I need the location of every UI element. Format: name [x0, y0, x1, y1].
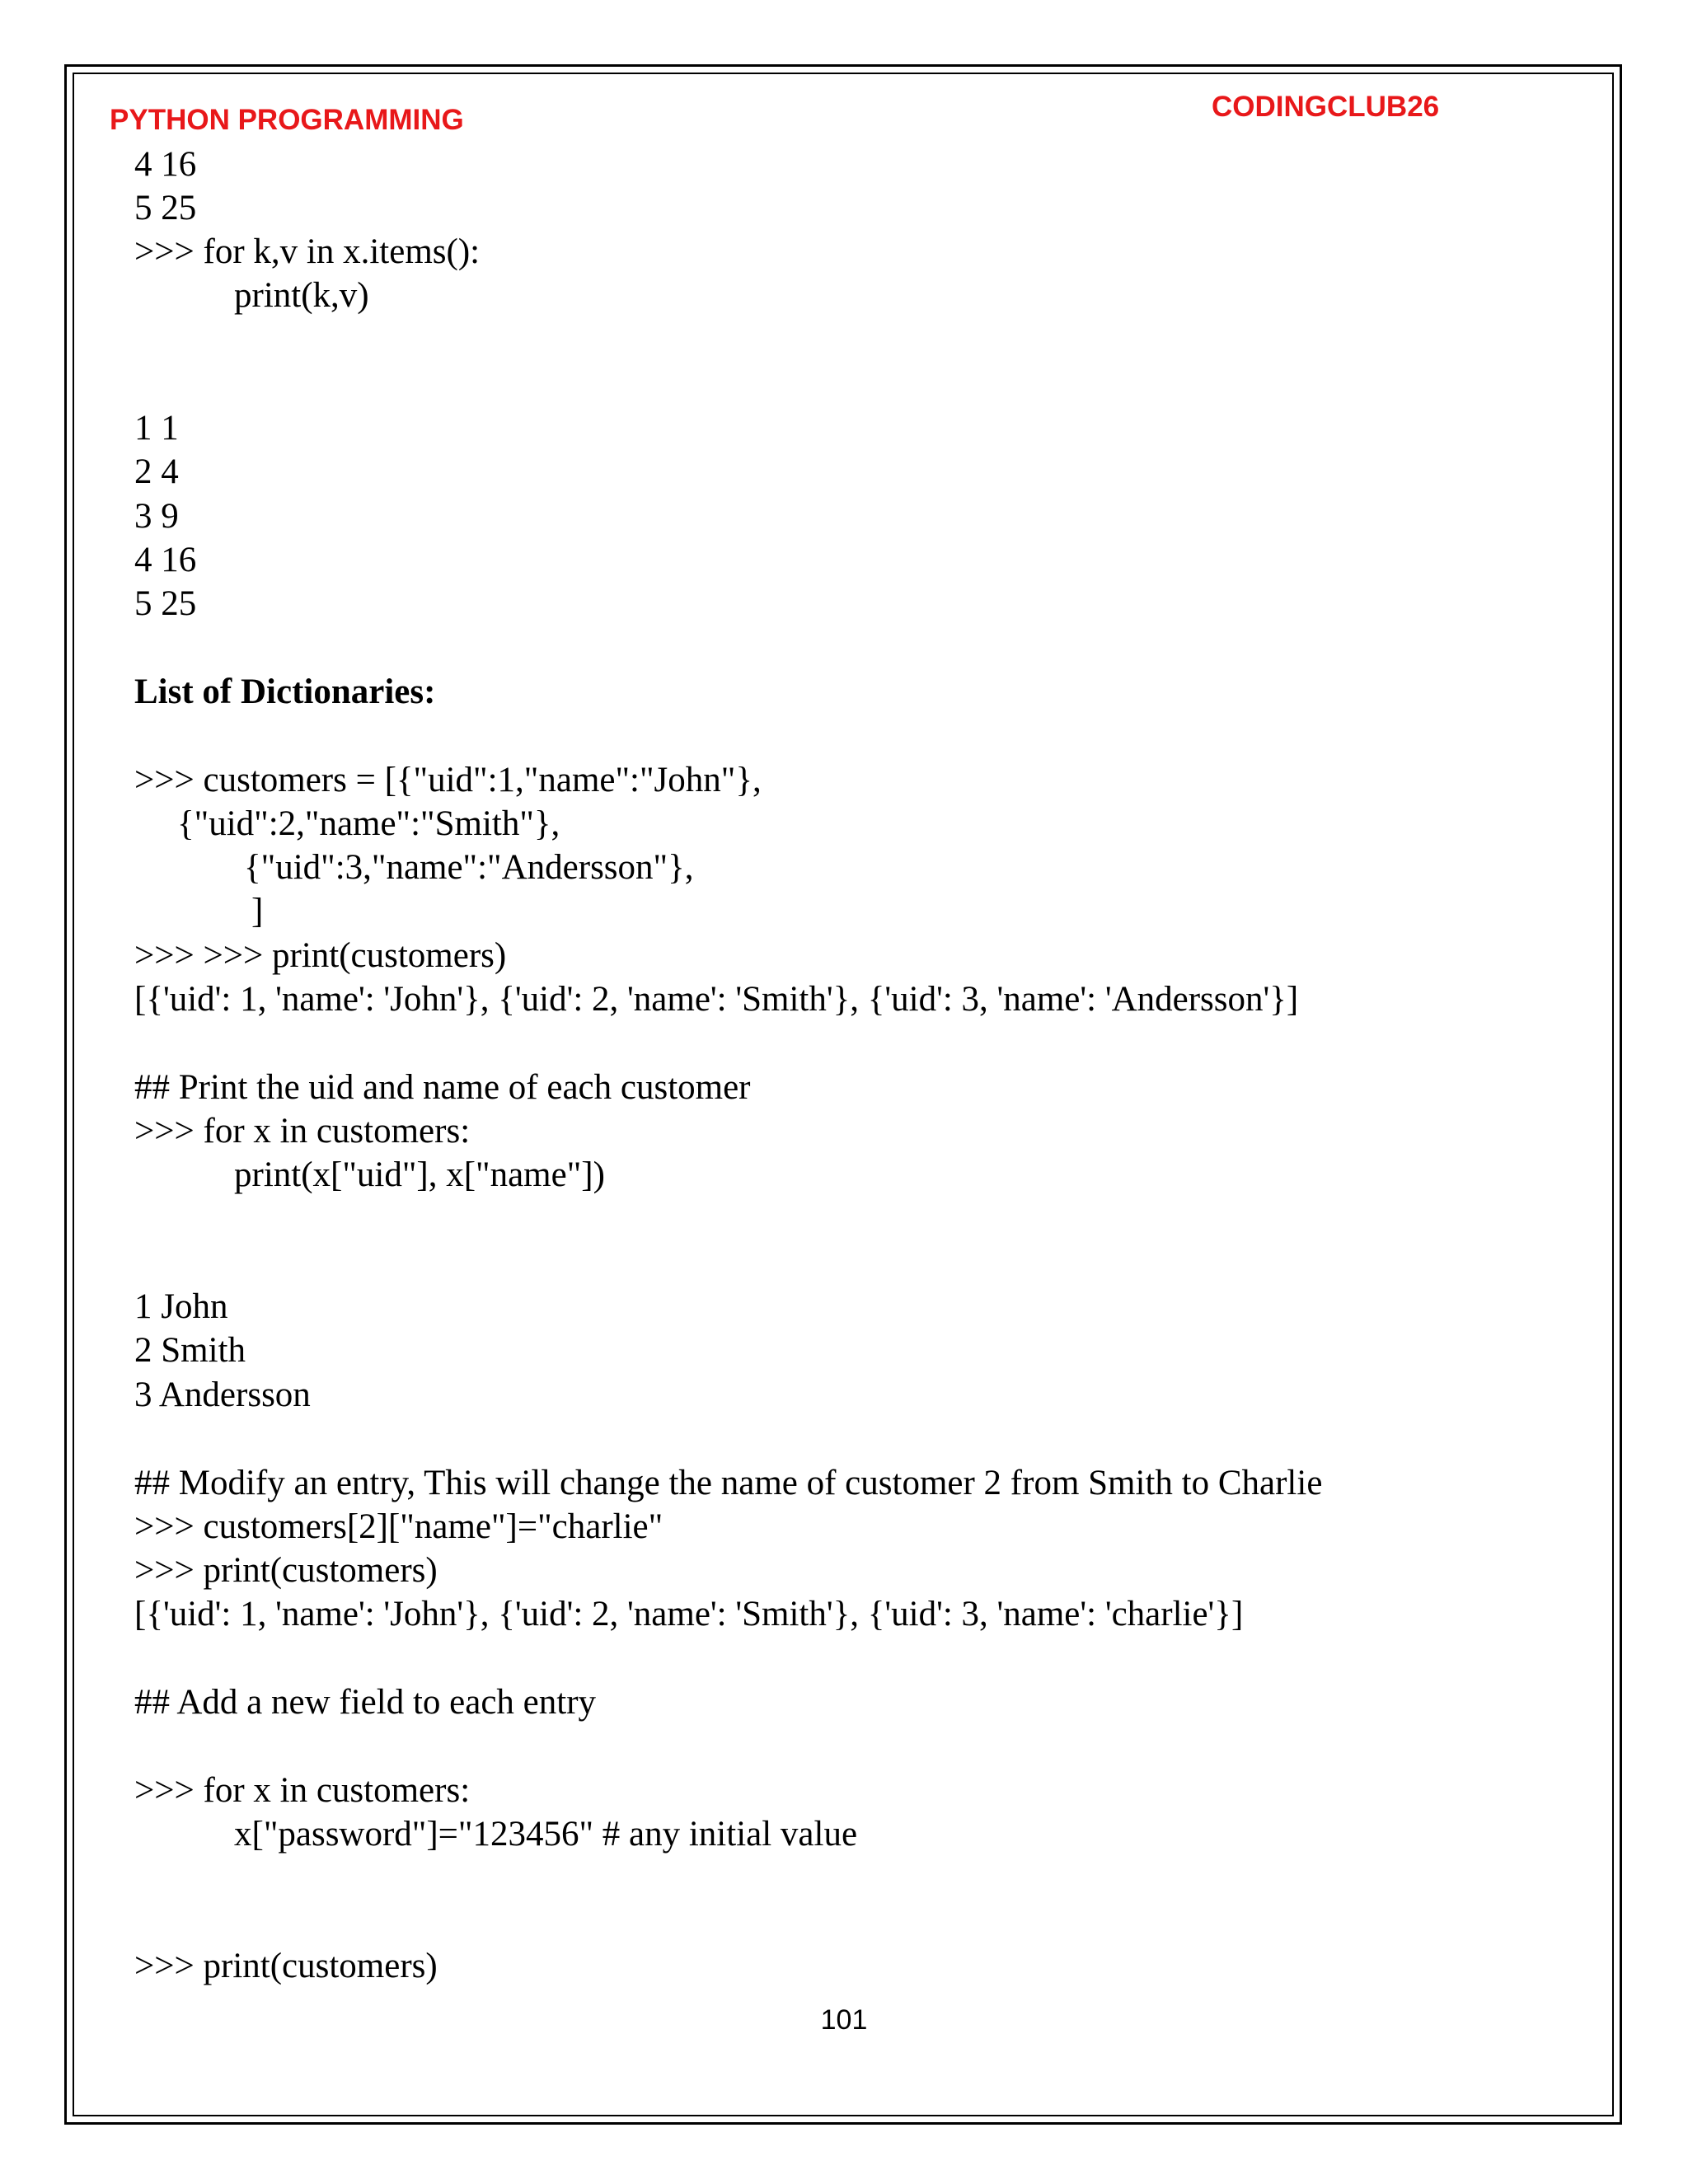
comment-line: ## Modify an entry, This will change the name of customer 2 from Smith to Charlie: [134, 1464, 1323, 1502]
code-line: {"uid":2,"name":"Smith"},: [177, 804, 560, 843]
output-line: 4 16: [134, 541, 197, 579]
code-line: {"uid":3,"name":"Andersson"},: [244, 848, 694, 887]
output-line: 2 Smith: [134, 1331, 246, 1370]
output-line: 3 9: [134, 497, 179, 536]
code-line: >>> print(customers): [134, 1551, 438, 1590]
header-title: PYTHON PROGRAMMING: [110, 104, 464, 136]
section-heading: List of Dictionaries:: [134, 673, 436, 711]
output-line: 1 John: [134, 1287, 228, 1326]
code-line: >>> print(customers): [134, 1947, 438, 1985]
code-line: >>> >>> print(customers): [134, 936, 507, 975]
text-line: 4 16: [134, 145, 197, 184]
code-line: >>> for x in customers:: [134, 1771, 471, 1810]
code-line: print(k,v): [234, 276, 369, 315]
code-line: >>> for x in customers:: [134, 1112, 471, 1151]
page-number: 101: [820, 2004, 868, 2036]
header-brand: CODINGCLUB26: [1212, 91, 1440, 123]
output-line: [{'uid': 1, 'name': 'John'}, {'uid': 2, 'name': 'Smith'}, {'uid': 3, 'name': 'Andersson'}]: [134, 980, 1299, 1019]
output-line: 3 Andersson: [134, 1376, 311, 1414]
code-line: ]: [251, 892, 264, 930]
output-line: 5 25: [134, 584, 197, 623]
output-line: 1 1: [134, 409, 179, 448]
code-line: >>> customers[2]["name"]="charlie": [134, 1507, 663, 1546]
comment-line: ## Add a new field to each entry: [134, 1683, 597, 1722]
comment-line: ## Print the uid and name of each customer: [134, 1068, 751, 1107]
output-line: [{'uid': 1, 'name': 'John'}, {'uid': 2, 'name': 'Smith'}, {'uid': 3, 'name': 'charlie'}]: [134, 1595, 1244, 1633]
text-line: 5 25: [134, 189, 197, 227]
code-line: x["password"]="123456" # any initial value: [234, 1815, 858, 1854]
code-line: print(x["uid"], x["name"]): [234, 1155, 605, 1194]
output-line: 2 4: [134, 452, 179, 491]
code-line: >>> customers = [{"uid":1,"name":"John"},: [134, 761, 762, 799]
code-line: >>> for k,v in x.items():: [134, 232, 481, 271]
